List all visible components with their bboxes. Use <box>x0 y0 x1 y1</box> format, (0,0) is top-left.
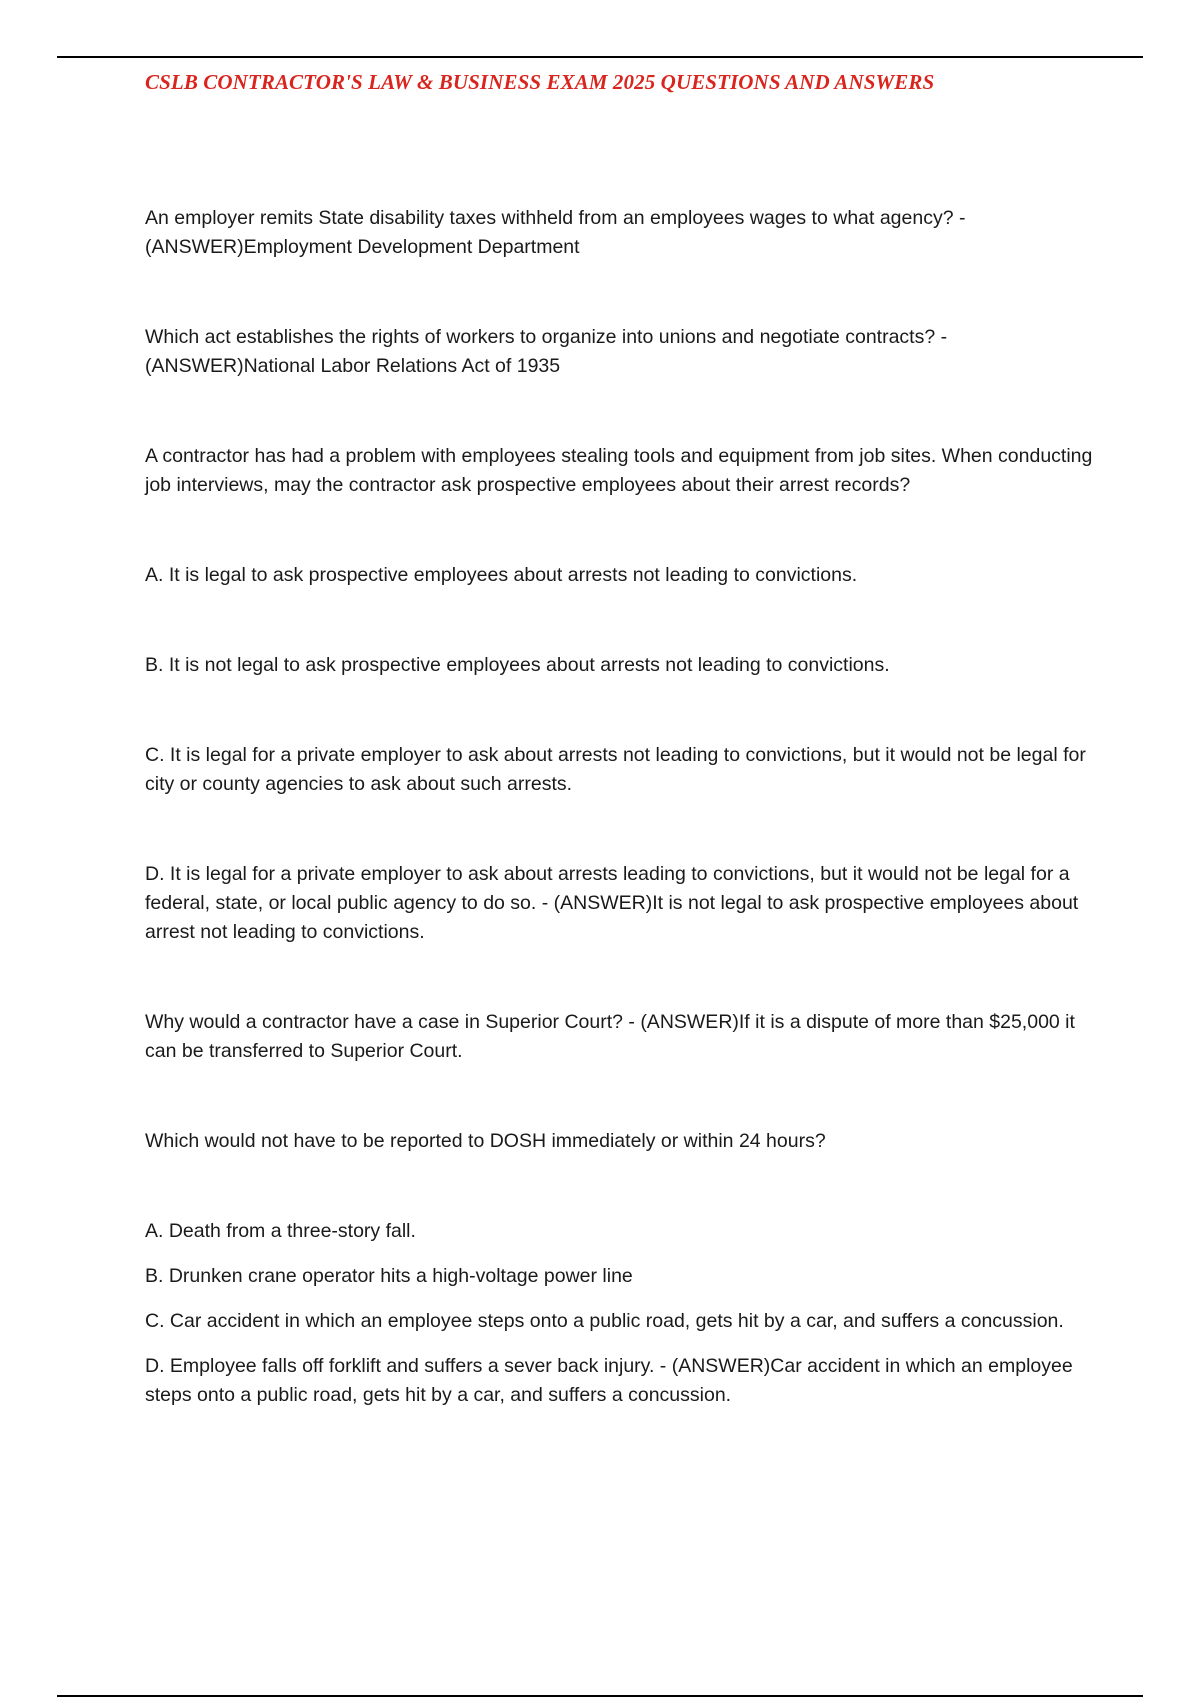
answer-option: C. It is legal for a private employer to ask about arrests not leading to convictions, but it would not be legal for city or county agencies to ask about such arrests. <box>145 744 1086 795</box>
question-paragraph: Which would not have to be reported to DOSH immediately or within 24 hours? <box>145 1130 826 1152</box>
question-paragraph: Why would a contractor have a case in Superior Court? - (ANSWER)If it is a dispute of more than $25,000 it can be transferred to Superior Court. <box>145 1011 1075 1062</box>
bottom-rule <box>57 1695 1143 1697</box>
answer-option: C. Car accident in which an employee steps onto a public road, gets hit by a car, and suffers a concussion. <box>145 1310 1064 1332</box>
answer-option: D. Employee falls off forklift and suffers a sever back injury. - (ANSWER)Car accident in which an employee steps onto a public road, gets hit by a car, and suffers a concussion. <box>145 1355 1073 1406</box>
question-paragraph: An employer remits State disability taxes withheld from an employees wages to what agency? - (ANSWER)Employment Development Department <box>145 207 966 258</box>
document-body <box>145 204 1095 1410</box>
answer-option: B. Drunken crane operator hits a high-voltage power line <box>145 1265 633 1287</box>
answer-option: A. It is legal to ask prospective employees about arrests not leading to convictions. <box>145 564 858 586</box>
question-paragraph: Which act establishes the rights of workers to organize into unions and negotiate contracts? - (ANSWER)National Labor Relations Act of 1935 <box>145 326 948 377</box>
top-rule <box>57 56 1143 58</box>
document-title: CSLB CONTRACTOR'S LAW & BUSINESS EXAM 2025 QUESTIONS AND ANSWERS <box>145 70 935 94</box>
answer-option: A. Death from a three-story fall. <box>145 1220 416 1242</box>
question-paragraph: A contractor has had a problem with employees stealing tools and equipment from job sites. When conducting job interviews, may the contractor ask prospective employees about their arrest records? <box>145 445 1093 496</box>
answer-option: B. It is not legal to ask prospective employees about arrests not leading to convictions. <box>145 654 890 676</box>
answer-option: D. It is legal for a private employer to ask about arrests leading to convictions, but it would not be legal for a federal, state, or local public agency to do so. - (ANSWER)It is not legal to ask prospective employees about arrest not leading to convictions. <box>145 863 1079 943</box>
